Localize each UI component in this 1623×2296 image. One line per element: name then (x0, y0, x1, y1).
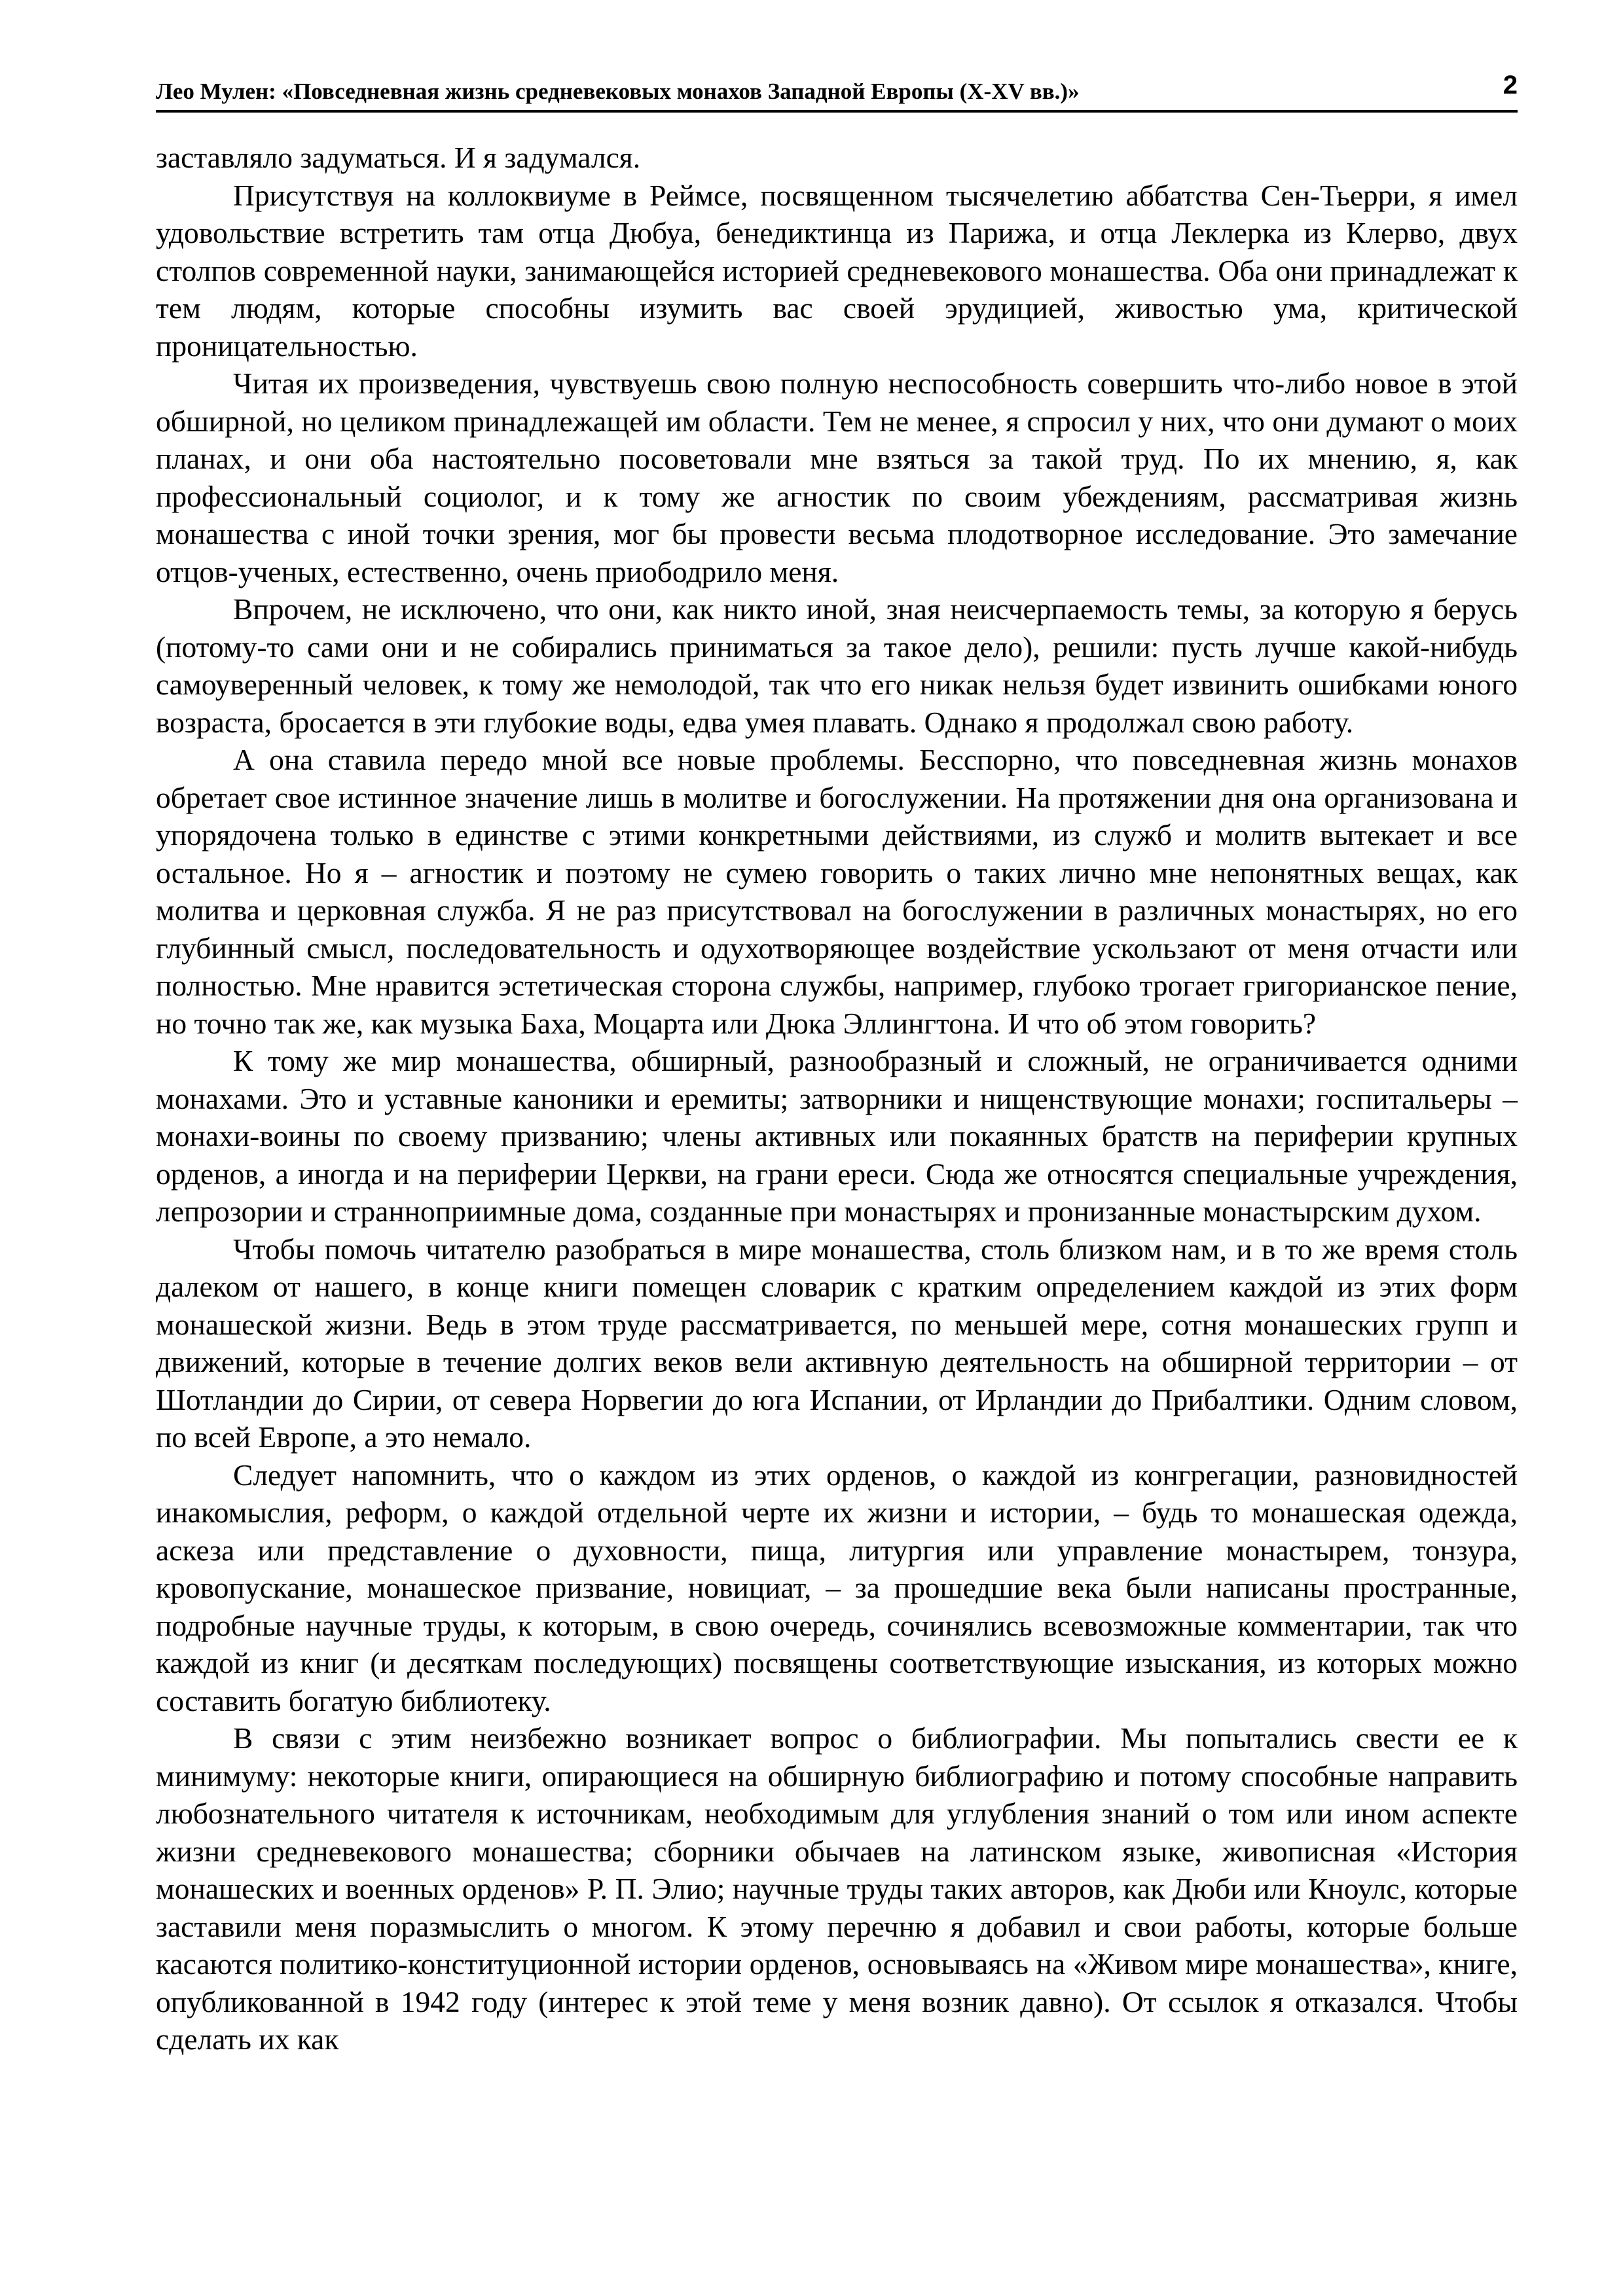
paragraph: В связи с этим неизбежно возникает вопрос о библиографии. Мы попытались свести ее к минимуму: некоторые книги, опирающиеся на обширную библиографию и потому способные направить любознательного читателя к источникам, необходимым для углубления знаний о том или ином аспекте жизни средневекового монашества; сборники обычаев на латинском языке, живописная «История монашеских и военных орденов» Р. П. Элио; научные труды таких авторов, как Дюби или Кноулс, которые заставили меня поразмыслить о многом. К этому перечню я добавил и свои работы, которые больше касаются политико-конституционной истории орденов, основываясь на «Живом мире монашества», книге, опубликованной в 1942 году (интерес к этой теме у меня возник давно). От ссылок я отказался. Чтобы сделать их как (156, 1721, 1518, 2056)
paragraph: Следует напомнить, что о каждом из этих орденов, о каждой из конгрегации, разновидностей инакомыслия, реформ, о каждой отдельной черте их жизни и истории, – будь то монашеская одежда, аскеза или представление о духовности, пища, литургия или управление монастырем, тонзура, кровопускание, монашеское призвание, новициат, – за прошедшие века были написаны пространные, подробные научные труды, к которым, в свою очередь, сочинялись всевозможные комментарии, так что каждой из книг (и десяткам последующих) посвящены соответствующие изыскания, из которых можно составить богатую библиотеку. (156, 1458, 1518, 1717)
paragraph: Читая их произведения, чувствуешь свою полную неспособность совершить что-либо новое в этой обширной, но целиком принадлежащей им области. Тем не менее, я спросил у них, что они думают о моих планах, и они оба настоятельно посоветовали мне взяться за такой труд. По их мнению, я, как профессиональный социолог, и к тому же агностик по своим убеждениям, рассматривая жизнь монашества с иной точки зрения, мог бы провести весьма плодотворное исследование. Это замечание отцов-ученых, естественно, очень приободрило меня. (156, 367, 1518, 588)
page-number: 2 (1503, 71, 1518, 99)
paragraph: А она ставила передо мной все новые проблемы. Бесспорно, что повседневная жизнь монахов обретает свое истинное значение лишь в молитве и богослужении. На протяжении дня она организована и упорядочена только в единстве с этими конкретными действиями, из служб и молитв вытекает и все остальное. Но я – агностик и поэтому не сумею говорить о таких лично мне непонятных вещах, как молитва и церковная служба. Я не раз присутствовал на богослужении в различных монастырях, но его глубинный смысл, последовательность и одухотворяющее воздействие ускользают от меня отчасти или полностью. Мне нравится эстетическая сторона службы, например, глубоко трогает григорианское пение, но точно так же, как музыка Баха, Моцарта или Дюка Эллингтона. И что об этом говорить? (156, 743, 1518, 1040)
running-title: Лео Мулен: «Повседневная жизнь средневековых монахов Западной Европы (X-XV вв.)» (156, 79, 1080, 104)
paragraph-continuation: заставляло задуматься. И я задумался. (156, 141, 641, 174)
paragraph: Чтобы помочь читателю разобраться в мире монашества, столь близком нам, и в то же время столь далеком от нашего, в конце книги помещен словарик с кратким определением каждой из этих форм монашеской жизни. Ведь в этом труде рассматривается, по меньшей мере, сотня монашеских групп и движений, которые в течение долгих веков вели активную деятельность на обширной территории – от Шотландии до Сирии, от севера Норвегии до юга Испании, от Ирландии до Прибалтики. Одним словом, по всей Европе, а это немало. (156, 1232, 1518, 1454)
paragraph: Присутствуя на коллоквиуме в Реймсе, посвященном тысячелетию аббатства Сен-Тьерри, я имел удовольствие встретить там отца Дюбуа, бенедиктинца из Парижа, и отца Леклерка из Клерво, двух столпов современной науки, занимающейся историей средневекового монашества. Оба они принадлежат к тем людям, которые способны изумить вас своей эрудицией, живостью ума, критической проницательностью. (156, 178, 1518, 363)
paragraph: Впрочем, не исключено, что они, как никто иной, зная неисчерпаемость темы, за которую я берусь (потому-то сами они и не собирались приниматься за такое дело), решили: пусть лучше какой-нибудь самоуверенный человек, к тому же немолодой, так что его никак нельзя будет извинить ошибками юного возраста, бросается в эти глубокие воды, едва умея плавать. Однако я продолжал свою работу. (156, 592, 1518, 739)
body-text (156, 139, 1518, 2058)
page-header (156, 71, 1518, 113)
paragraph: К тому же мир монашества, обширный, разнообразный и сложный, не ограничивается одними монахами. Это и уставные каноники и еремиты; затворники и нищенствующие монахи; госпитальеры – монахи-воины по своему призванию; члены активных или покаянных братств на периферии крупных орденов, а иногда и на периферии Церкви, на грани ереси. Сюда же относятся специальные учреждения, лепрозории и странноприимные дома, созданные при монастырях и пронизанные монастырским духом. (156, 1044, 1518, 1228)
